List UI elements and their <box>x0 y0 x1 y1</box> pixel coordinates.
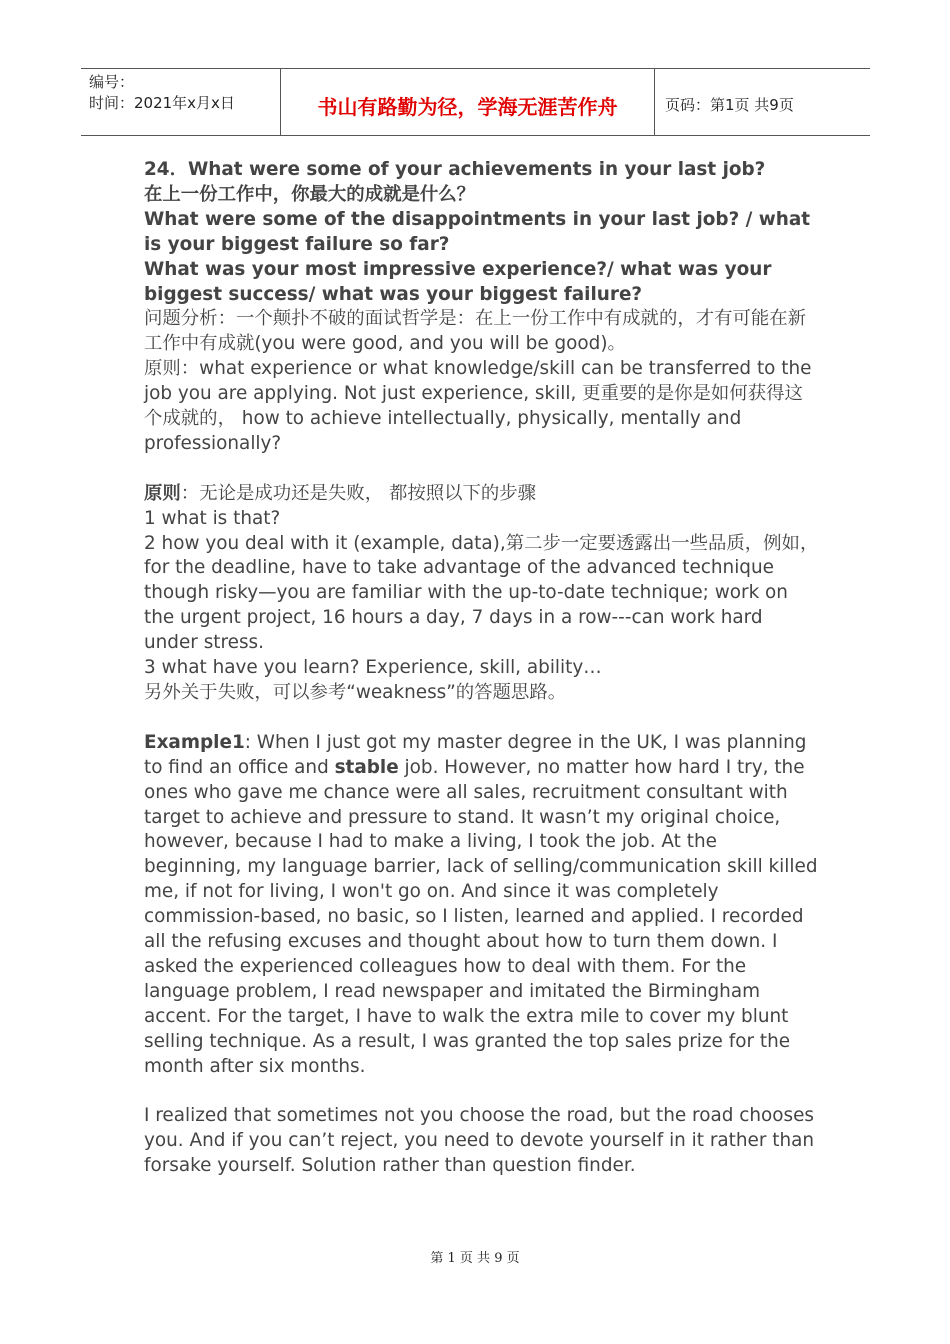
analysis-paragraph: 问题分析：一个颠扑不破的面试哲学是：在上一份工作中有成就的，才有可能在新工作中有成就(you were good, and you will be good)。 <box>144 308 807 355</box>
spacer <box>144 1080 819 1105</box>
question-title-cn: 在上一份工作中，你最大的成就是什么？ <box>144 183 476 205</box>
header-motto: 书山有路勤为径，学海无涯苦作舟 <box>281 69 655 135</box>
question-title: 24．What were some of your achievements in your last job? <box>144 159 766 180</box>
principle-label: 原则 <box>144 482 181 504</box>
step-2: 2 how you deal with it (example, data),第二步一定要透露出一些品质，例如，for the deadline, have to take advantage of the advanced technique though risky—you are familiar with the up-to-date technique; work on the urgent project, 16 hours a day, 7 days in a row---can work hard under stress. <box>144 532 819 654</box>
spacer <box>144 457 819 482</box>
example-paragraph <box>144 731 819 1080</box>
document-body <box>144 158 819 1179</box>
spacer <box>144 706 819 731</box>
failure-note: 另外关于失败，可以参考“weakness”的答题思路。 <box>144 682 567 704</box>
date-label: 时间：2021年x月x日 <box>89 94 235 112</box>
principle-paragraph: 原则：what experience or what knowledge/skill can be transferred to the job you are applying. Not just experience, skill, 更重要的是你是如何获得这个成就的， how to achieve intellectually, physically, mentally and professionally? <box>144 358 812 454</box>
conclusion-paragraph: I realized that sometimes not you choose the road, but the road chooses you. And if you can’t reject, you need to devote yourself in it rather than forsake yourself. Solution rather than question finder. <box>144 1105 815 1177</box>
number-label: 编号： <box>89 73 135 91</box>
example-text-1: : When I just got my master degree in the UK, I was planning to find an office and <box>144 731 807 778</box>
question-variant-2: What was your most impressive experience?/ what was your biggest success/ what was your biggest failure? <box>144 258 772 305</box>
step-1: 1 what is that? <box>144 507 281 529</box>
example-text-2: job. However, no matter how hard I try, the ones who gave me chance were all sales, recruitment consultant with target to achieve and pressure to stand. It wasn’t my original choice, however, because I had to make a living, I took the job. At the beginning, my language barrier, lack of selling/communication skill killed me, if not for living, I won't go on. And since it was completely commission-based, no basic, so I listen, learned and applied. I recorded all the refusing excuses and thought about how to turn them down. I asked the experienced colleagues how to deal with them. For the language problem, I read newspaper and imitated the Birmingham accent. For the target, I have to walk the extra mile to cover my blunt selling technique. As a result, I was granted the top sales prize for the month after six months. <box>144 756 818 1077</box>
step-3: 3 what have you learn? Experience, skill, ability… <box>144 657 602 679</box>
example-bold-word: stable <box>334 756 399 778</box>
question-variant-1: What were some of the disappointments in your last job? / what is your biggest failure so far? <box>144 208 811 255</box>
header-page-label: 页码：第1页 共9页 <box>665 95 794 114</box>
page-footer: 第 1 页 共 9 页 <box>430 1251 520 1266</box>
header-meta <box>81 69 281 135</box>
principle-steps-intro <box>144 482 819 507</box>
page-header <box>81 68 870 136</box>
principle-text: ：无论是成功还是失败， 都按照以下的步骤 <box>180 482 537 504</box>
example-label: Example1 <box>144 731 245 753</box>
